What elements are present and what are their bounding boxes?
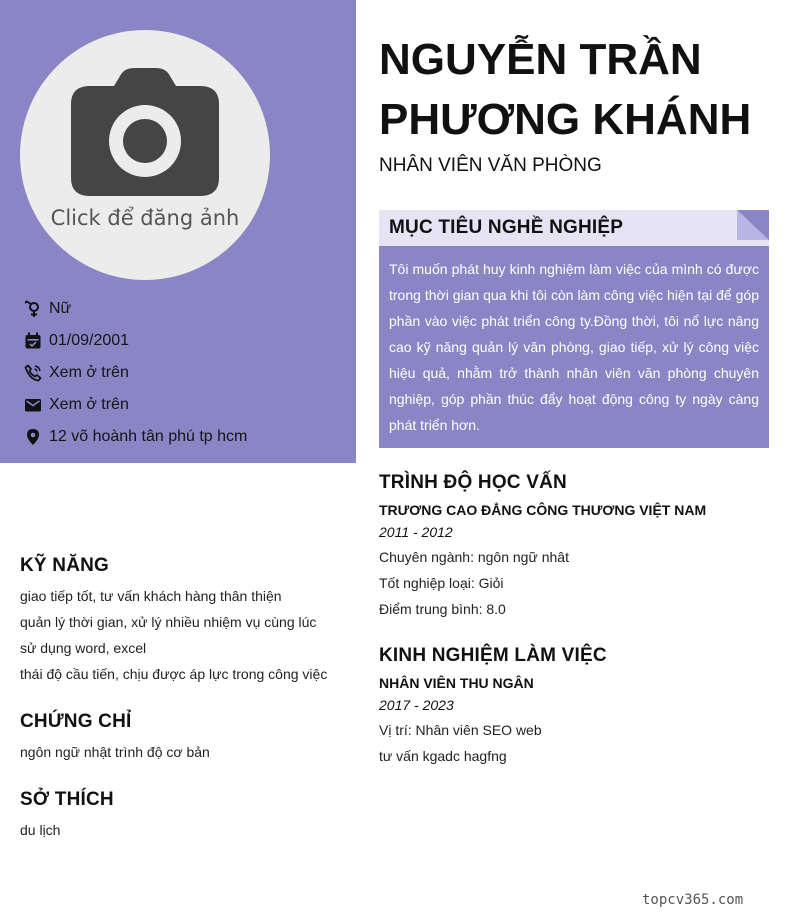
- education-title: TRÌNH ĐỘ HỌC VẤN: [379, 472, 567, 493]
- experience-period: 2017 - 2023: [379, 697, 454, 713]
- experience-title: KINH NGHIỆM LÀM VIỆC: [379, 645, 607, 666]
- calendar-icon: [24, 332, 42, 350]
- list-item: giao tiếp tốt, tư vấn khách hàng thân thiện: [20, 588, 282, 604]
- contact-gender: [24, 293, 247, 325]
- list-item: tư vấn kgadc hagfng: [379, 748, 507, 764]
- phone-icon: [24, 364, 42, 382]
- gender-icon: [24, 300, 42, 318]
- job-title: NHÂN VIÊN VĂN PHÒNG: [379, 155, 602, 176]
- contact-phone: [24, 357, 247, 389]
- phone-value: Xem ở trên: [49, 364, 129, 381]
- education-section: [379, 472, 769, 622]
- avatar-label: Click để đăng ảnh: [50, 206, 240, 230]
- skills-title: KỸ NĂNG: [20, 555, 110, 576]
- address-value: 12 võ hoành tân phú tp hcm: [49, 428, 248, 445]
- hobbies-list: [20, 817, 114, 843]
- contact-address: [24, 421, 247, 453]
- certificates-section: [20, 711, 210, 765]
- email-icon: [24, 396, 42, 414]
- school-name: TRƯƠNG CAO ĐẲNG CÔNG THƯƠNG VIỆT NAM: [379, 502, 707, 518]
- objective-header: [379, 210, 769, 246]
- list-item: sử dụng word, excel: [20, 640, 147, 656]
- gender-value: Nữ: [49, 300, 72, 317]
- education-details: [379, 544, 769, 622]
- list-item: Vị trí: Nhân viên SEO web: [379, 722, 542, 738]
- objective-title: MỤC TIÊU NGHỀ NGHIỆP: [389, 217, 624, 238]
- skills-list: [20, 583, 327, 687]
- list-item: thái độ cầu tiến, chịu được áp lực trong công việc: [20, 666, 328, 682]
- certificates-list: [20, 739, 210, 765]
- contact-list: [24, 293, 247, 453]
- corner-fold-icon: [737, 210, 769, 240]
- hobbies-title: SỞ THÍCH: [20, 789, 114, 810]
- birthday-value: 01/09/2001: [49, 332, 130, 349]
- education-period: 2011 - 2012: [379, 524, 453, 540]
- skills-section: [20, 555, 327, 687]
- certificates-title: CHỨNG CHỈ: [20, 711, 132, 732]
- experience-section: [379, 645, 769, 769]
- position-name: NHÂN VIÊN THU NGÂN: [379, 675, 534, 691]
- contact-birthday: [24, 325, 247, 357]
- experience-details: [379, 717, 769, 769]
- list-item: ngôn ngữ nhật trình độ cơ bản: [20, 744, 210, 760]
- list-item: quản lý thời gian, xử lý nhiều nhiệm vụ cùng lúc: [20, 614, 317, 630]
- list-item: Tốt nghiệp loại: Giỏi: [379, 575, 504, 591]
- location-icon: [24, 428, 42, 446]
- objective-text: Tôi muốn phát huy kinh nghiệm làm việc của mình có được trong thời gian qua khi tôi còn làm công việc hiện tại để góp phần vào việc phát triển công ty.Đồng thời, tôi nổ lực nâng cao kỹ năng quản lý văn phòng, giao tiếp, xử lý công việc hiệu quả, nhằm trở thành nhân viên văn phòng chuyên nghiệp, góp phần thúc đẩy hoạt động công ty ngày càng phát triển hơn.: [379, 246, 769, 448]
- candidate-name: NGUYỄN TRẦN PHƯƠNG KHÁNH: [379, 35, 752, 144]
- camera-icon: [70, 66, 220, 198]
- watermark: topcv365.com: [642, 892, 744, 908]
- avatar-upload[interactable]: [20, 30, 270, 280]
- list-item: Điểm trung bình: 8.0: [379, 601, 506, 617]
- hobbies-section: [20, 789, 114, 843]
- email-value: Xem ở trên: [49, 396, 129, 413]
- list-item: Chuyên ngành: ngôn ngữ nhât: [379, 549, 569, 565]
- list-item: du lịch: [20, 822, 61, 838]
- contact-email: [24, 389, 247, 421]
